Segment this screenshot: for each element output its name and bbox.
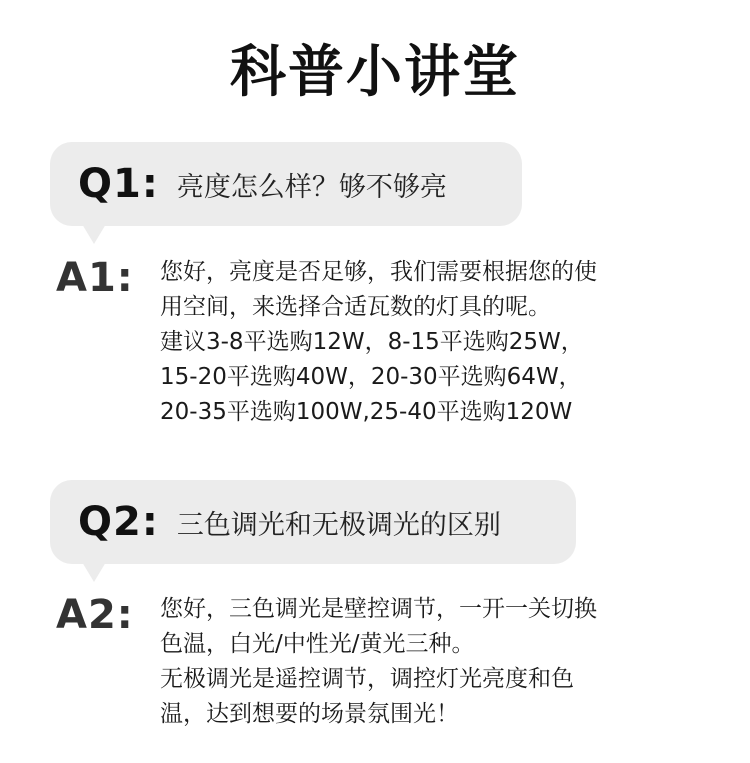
answer-text-1 (160, 255, 720, 430)
answer-1-line: 建议3-8平选购12W，8-15平选购25W， (160, 329, 584, 355)
question-bubble-2 (50, 480, 576, 564)
answer-2-line: 色温，白光/中性光/黄光三种。 (160, 631, 475, 657)
question-text-1: 亮度怎么样？够不够亮 (176, 171, 447, 203)
answer-1-line: 您好，亮度是否足够，我们需要根据您的使 (160, 259, 597, 285)
answer-2-line: 无极调光是遥控调节，调控灯光亮度和色 (160, 666, 574, 692)
question-label-1: Q1: (78, 161, 159, 207)
question-text-2: 三色调光和无极调光的区别 (176, 509, 501, 541)
answer-2-line: 温，达到想要的场景氛围光！ (160, 701, 459, 727)
page-title: 科普小讲堂 (230, 40, 520, 105)
question-label-2: Q2: (78, 499, 159, 545)
answer-label-1: A1: (56, 255, 134, 301)
answer-2-line: 您好，三色调光是壁控调节，一开一关切换 (160, 596, 597, 622)
answer-1-line: 15-20平选购40W，20-30平选购64W， (160, 364, 582, 390)
answer-1-line: 20-35平选购100W,25-40平选购120W (160, 399, 573, 425)
answer-1-line: 用空间，来选择合适瓦数的灯具的呢。 (160, 294, 551, 320)
answer-text-2 (160, 592, 720, 732)
question-bubble-1 (50, 142, 522, 226)
answer-label-2: A2: (56, 592, 134, 638)
